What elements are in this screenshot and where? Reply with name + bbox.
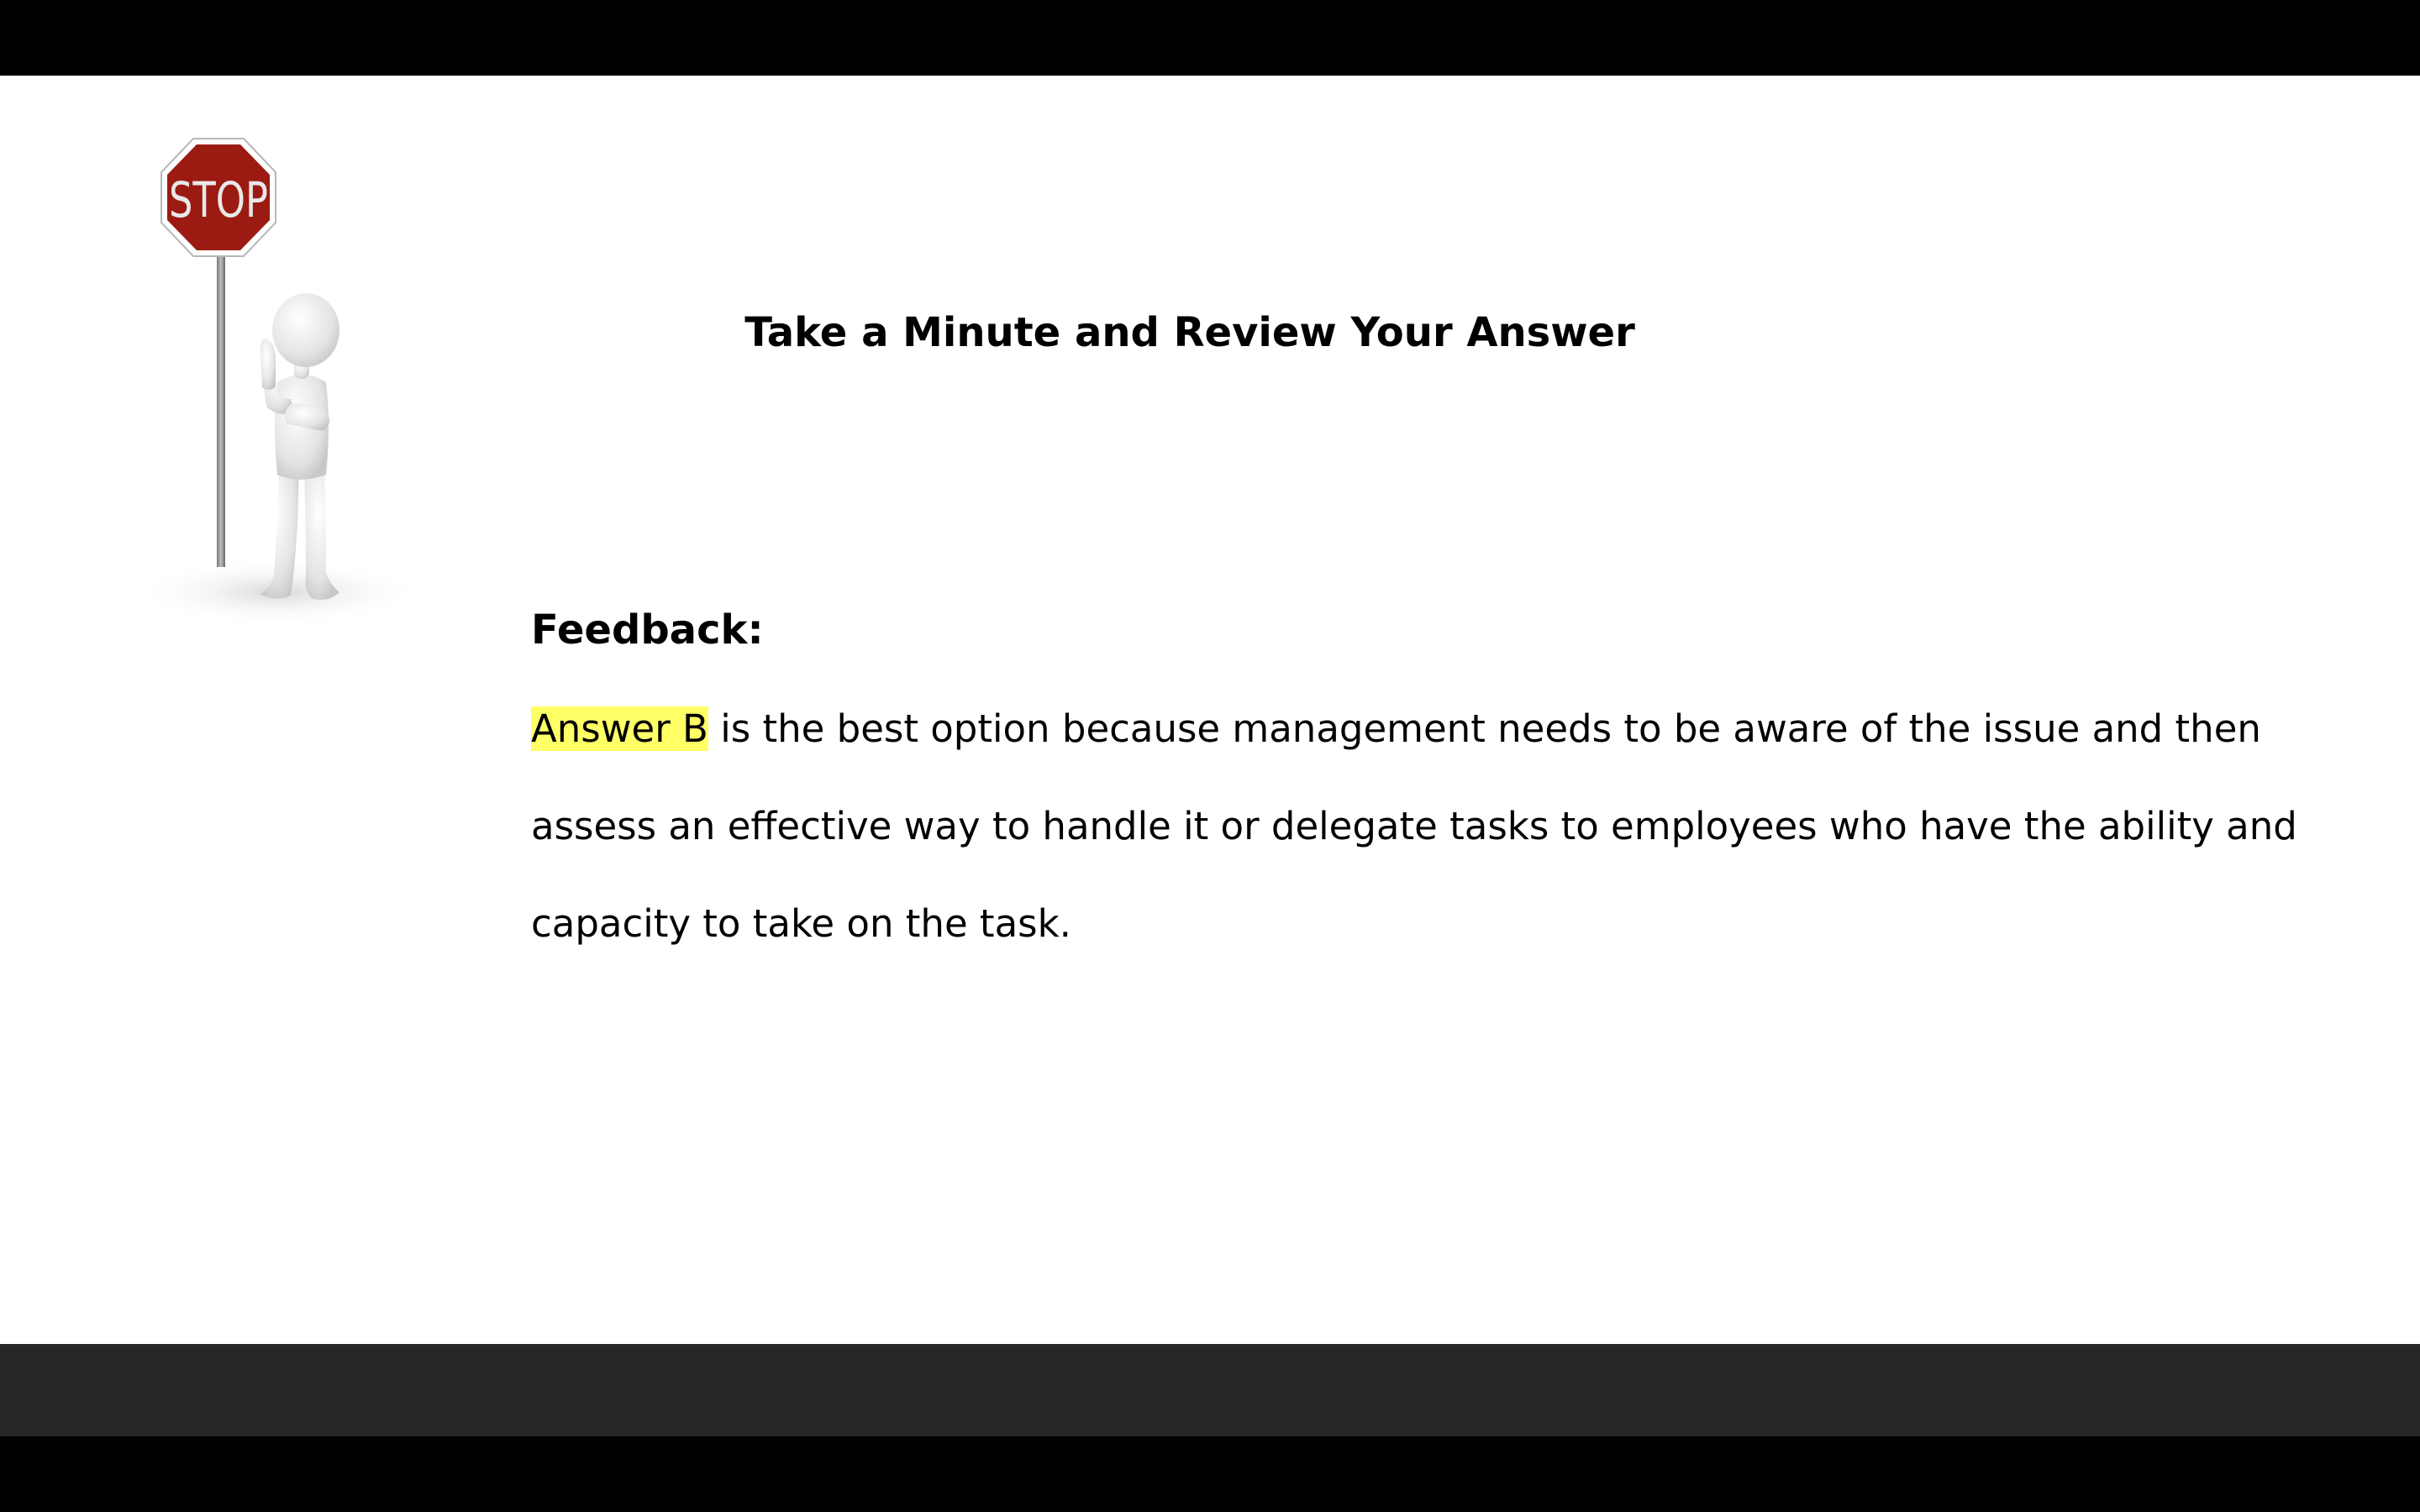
stop-sign-figure-icon (126, 105, 420, 693)
top-letterbox-bar (0, 0, 2420, 76)
feedback-line-1-text: is the best option because management needs to be aware of the issue and then (708, 706, 2261, 751)
slide (0, 76, 2420, 1344)
feedback-paragraph (531, 680, 2297, 973)
feedback-heading: Feedback: (531, 606, 764, 654)
feedback-line-1 (531, 680, 2261, 778)
feedback-line-3: capacity to take on the task. (531, 901, 1071, 946)
feedback-line-2: assess an effective way to handle it or delegate tasks to employees who have the ability and (531, 804, 2297, 848)
bottom-letterbox-bar (0, 1436, 2420, 1512)
highlighted-answer: Answer B (531, 706, 708, 751)
player-control-bar (0, 1344, 2420, 1436)
slide-title: Take a Minute and Review Your Answer (744, 309, 1635, 356)
stop-sign-text: STOP (169, 171, 268, 228)
